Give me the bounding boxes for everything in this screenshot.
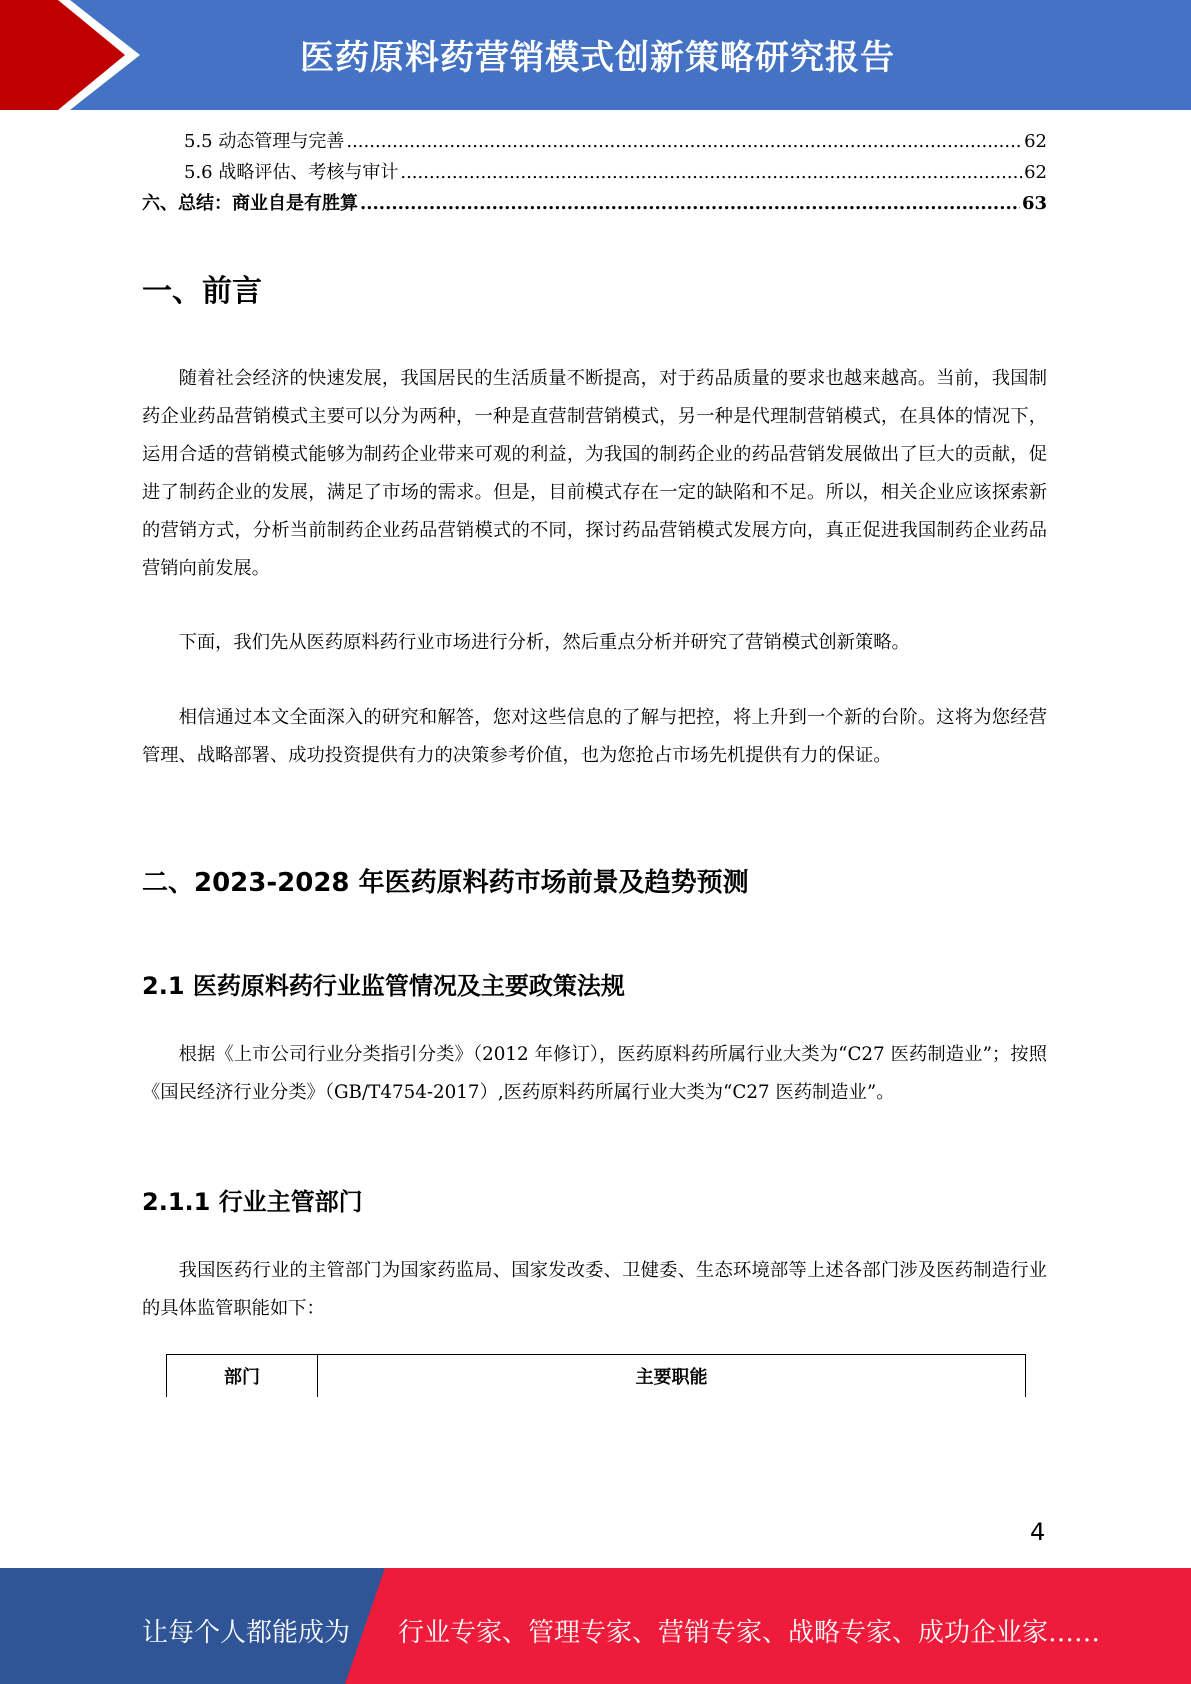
table-of-contents — [142, 126, 1047, 219]
preface-heading: 一、前言 — [142, 274, 262, 309]
preface-paragraph-1: 随着社会经济的快速发展，我国居民的生活质量不断提高，对于药品质量的要求也越来越高。当前，我国制药企业药品营销模式主要可以分为两种，一种是直营制营销模式，另一种是代理制营销模式，在具体的情况下，运用合适的营销模式能够为制药企业带来可观的利益，为我国的制药企业的药品营销发展做出了巨大的贡献，促进了制药企业的发展，满足了市场的需求。但是，目前模式存在一定的缺陷和不足。所以，相关企业应该探索新的营销方式，分析当前制药企业药品营销模式的不同，探讨药品营销模式发展方向，真正促进我国制药企业药品营销向前发展。 — [142, 368, 1047, 579]
outlook-heading: 二、2023-2028 年医药原料药市场前景及趋势预测 — [142, 868, 749, 898]
toc-entry-label: 六、总结：商业自是有胜算 — [142, 193, 358, 214]
toc-entry-label: 5.6 战略评估、考核与审计 — [184, 162, 399, 183]
preface-paragraph-3: 相信通过本文全面深入的研究和解答，您对这些信息的了解与把控，将上升到一个新的台阶。这将为您经营管理、战略部署、成功投资提供有力的决策参考价值，也为您抢占市场先机提供有力的保证。 — [142, 707, 1047, 766]
toc-entry[interactable] — [142, 157, 1047, 188]
toc-entry[interactable] — [142, 126, 1047, 157]
report-title: 医药原料药营销模式创新策略研究报告 — [300, 38, 895, 78]
toc-entry-page: 62 — [1024, 162, 1047, 183]
regulation-heading: 2.1 医药原料药行业监管情况及主要政策法规 — [142, 972, 625, 1000]
toc-entry-page: 63 — [1021, 193, 1047, 214]
toc-leader-dots — [346, 126, 1022, 157]
toc-entry-label: 5.5 动态管理与完善 — [184, 131, 345, 152]
page-number: 4 — [1030, 1518, 1046, 1546]
preface-paragraph-2: 下面，我们先从医药原料药行业市场进行分析，然后重点分析并研究了营销模式创新策略。 — [178, 632, 910, 653]
page-footer — [0, 1568, 1191, 1684]
toc-leader-dots — [360, 188, 1020, 219]
table-header-function: 主要职能 — [635, 1367, 708, 1388]
page-header — [0, 0, 1191, 110]
dept-paragraph: 我国医药行业的主管部门为国家药监局、国家发改委、卫健委、生态环境部等上述各部门涉及医药制造行业的具体监管职能如下： — [142, 1260, 1047, 1319]
dept-heading: 2.1.1 行业主管部门 — [142, 1188, 363, 1216]
regulator-table — [166, 1354, 1026, 1397]
footer-slogan-right: 行业专家、管理专家、营销专家、战略专家、成功企业家…… — [398, 1618, 1101, 1648]
table-header-dept: 部门 — [167, 1355, 318, 1397]
toc-leader-dots — [400, 157, 1022, 188]
toc-entry[interactable] — [142, 188, 1047, 219]
regulation-paragraph: 根据《上市公司行业分类指引分类》（2012 年修订），医药原料药所属行业大类为“C27 医药制造业”；按照《国民经济行业分类》（GB/T4754-2017）,医药原料药所属行业大类为“C27 医药制造业”。 — [142, 1044, 1047, 1103]
toc-entry-page: 62 — [1024, 131, 1047, 152]
footer-slogan-left: 让每个人都能成为 — [142, 1618, 351, 1648]
